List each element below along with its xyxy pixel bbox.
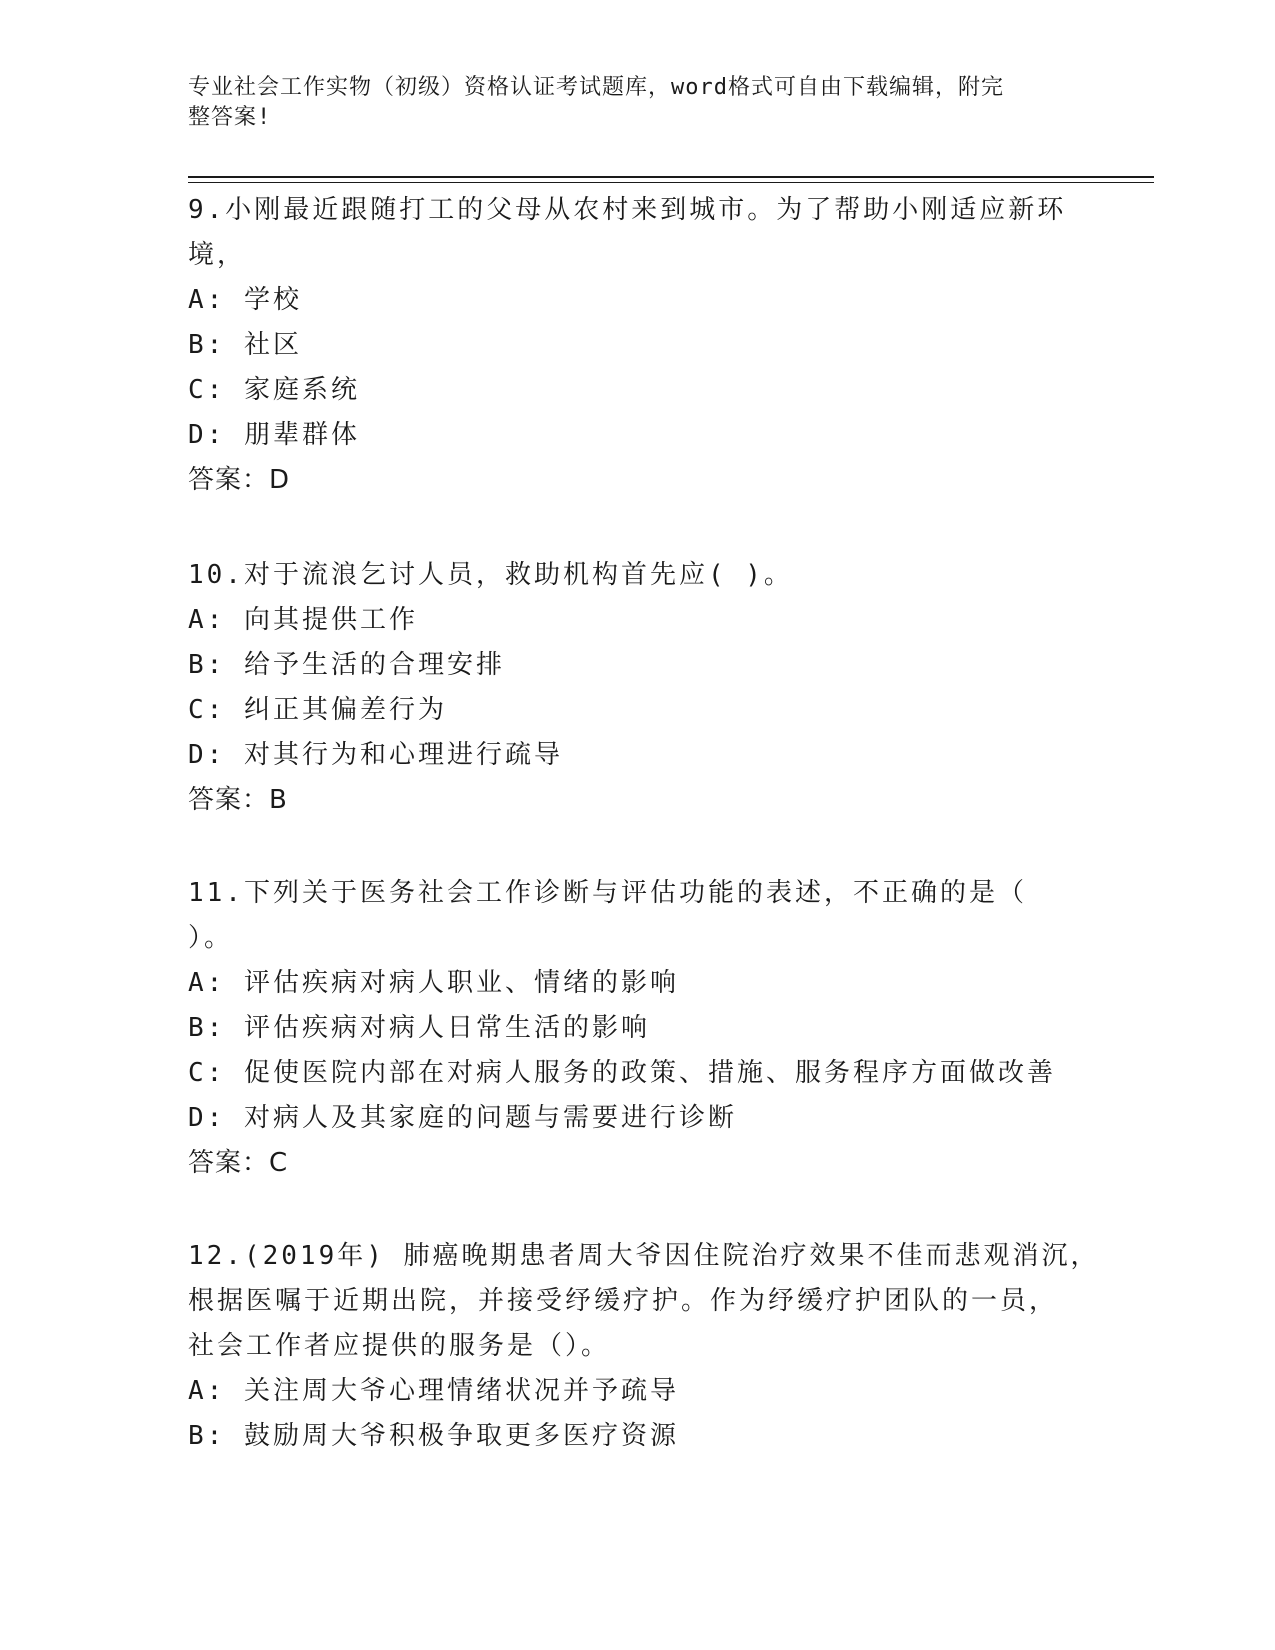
question-9: [188, 188, 1068, 503]
question-stem-line: 境，: [188, 240, 247, 270]
answer: 答案：D: [188, 465, 291, 495]
option-b: B: 社区: [188, 330, 302, 360]
option-b: B: 评估疾病对病人日常生活的影响: [188, 1013, 650, 1043]
option-d: D: 对病人及其家庭的问题与需要进行诊断: [188, 1103, 737, 1133]
answer: 答案：C: [188, 1148, 289, 1178]
option-a: A: 关注周大爷心理情绪状况并予疏导: [188, 1376, 679, 1406]
question-11: [188, 871, 1068, 1186]
question-stem-line: 11.下列关于医务社会工作诊断与评估功能的表述，不正确的是（: [188, 878, 1027, 908]
option-c: C: 纠正其偏差行为: [188, 695, 447, 725]
question-stem-line: 根据医嘱于近期出院，并接受纾缓疗护。作为纾缓疗护团队的一员，: [188, 1286, 1059, 1316]
option-d: D: 对其行为和心理进行疏导: [188, 740, 563, 770]
option-a: A: 向其提供工作: [188, 605, 418, 635]
answer: 答案：B: [188, 785, 288, 815]
option-b: B: 鼓励周大爷积极争取更多医疗资源: [188, 1421, 679, 1451]
document-header: [188, 73, 1068, 133]
question-stem-line: 12.(2019年) 肺癌晚期患者周大爷因住院治疗效果不佳而悲观消沉，: [188, 1241, 1100, 1271]
option-a: A: 学校: [188, 285, 302, 315]
question-stem-line: ）。: [188, 923, 234, 953]
option-c: C: 促使医院内部在对病人服务的政策、措施、服务程序方面做改善: [188, 1058, 1056, 1088]
question-stem-line: 9.小刚最近跟随打工的父母从农村来到城市。为了帮助小刚适应新环: [188, 195, 1067, 225]
option-d: D: 朋辈群体: [188, 420, 360, 450]
header-line-2: 整答案!: [188, 105, 272, 130]
option-a: A: 评估疾病对病人职业、情绪的影响: [188, 968, 679, 998]
question-stem-line: 社会工作者应提供的服务是（）。: [188, 1331, 611, 1361]
question-stem-line: 10.对于流浪乞讨人员，救助机构首先应( )。: [188, 560, 793, 590]
question-10: [188, 553, 1068, 823]
question-12: [188, 1234, 1100, 1459]
option-b: B: 给予生活的合理安排: [188, 650, 505, 680]
header-divider-thin: [188, 182, 1154, 183]
option-c: C: 家庭系统: [188, 375, 360, 405]
header-divider-thick: [188, 176, 1154, 178]
header-line-1: 专业社会工作实物（初级）资格认证考试题库，word格式可自由下载编辑，附完: [188, 75, 1004, 100]
